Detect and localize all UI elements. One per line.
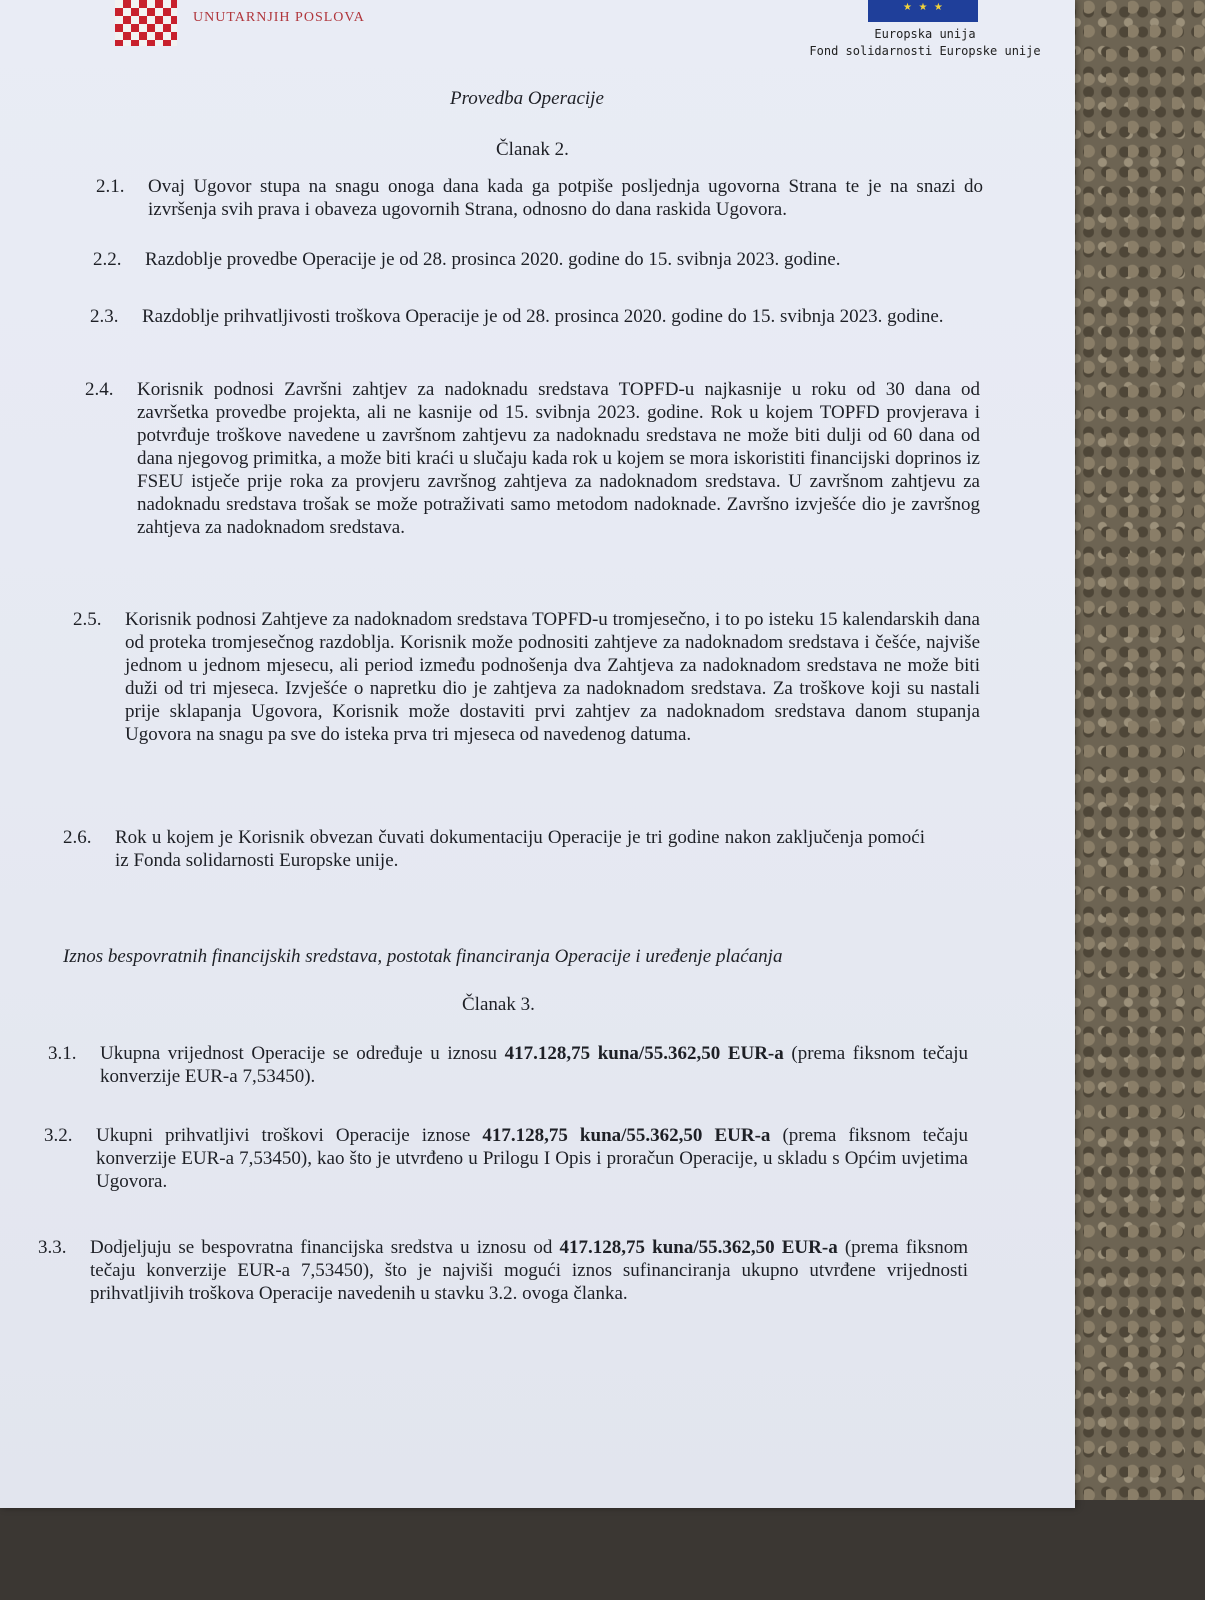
clause-text: Razdoblje provedbe Operacije je od 28. prosinca 2020. godine do 15. svibnja 2023. godine.: [145, 249, 841, 270]
clause-text-pre: Ukupna vrijednost Operacije se određuje u iznosu: [100, 1043, 505, 1064]
clause-3-2: [44, 1124, 969, 1193]
clause-number: 3.3.: [38, 1237, 67, 1258]
clause-text: Razdoblje prihvatljivosti troškova Operacije je od 28. prosinca 2020. godine do 15. svibnja 2023. godine.: [142, 306, 944, 327]
eu-header: [800, 26, 1050, 60]
clause-2-3: [90, 305, 982, 328]
clause-text-post: (prema fiksnom tečaju konverzije EUR-a 7,53450), kao što je utvrđeno u Prilogu I Opis i proračun Operacije, u skladu s Općim uvjetima Ugovora.: [96, 1125, 969, 1192]
clause-2-5: [73, 608, 980, 746]
clause-3-3: [38, 1236, 969, 1305]
clause-text: Ovaj Ugovor stupa na snagu onoga dana kada ga potpiše posljednja ugovorna Strana te je na snazi do izvršenja svih prava i obaveza ugovornih Strana, odnosno do dana raskida Ugovora.: [148, 176, 983, 220]
clause-text-post: (prema fiksnom tečaju konverzije EUR-a 7,53450).: [100, 1043, 969, 1087]
clause-text-pre: Ukupni prihvatljivi troškovi Operacije iznose: [96, 1125, 483, 1146]
article-3-heading: Članak 3.: [462, 994, 535, 1015]
clause-number: 2.4.: [85, 379, 114, 400]
clause-amount: 417.128,75 kuna/55.362,50 EUR-a: [504, 1043, 784, 1064]
clause-text: Rok u kojem je Korisnik obvezan čuvati dokumentaciju Operacije je tri godine nakon zaključenja pomoći iz Fonda solidarnosti Europske unije.: [115, 827, 925, 871]
section-title-provedba: Provedba Operacije: [450, 88, 604, 109]
clause-3-1: [48, 1042, 969, 1088]
clause-2-6: [63, 826, 925, 872]
clause-2-4: [85, 378, 980, 539]
clause-number: 2.6.: [63, 827, 92, 848]
clause-number: 2.2.: [93, 249, 122, 270]
clause-number: 3.2.: [44, 1125, 73, 1146]
clause-number: 2.1.: [96, 176, 125, 197]
clause-2-2: [93, 248, 985, 271]
eu-flag-icon: [868, 0, 978, 22]
ministry-name: UNUTARNJIH POSLOVA: [193, 10, 365, 25]
article-2-heading: Članak 2.: [496, 139, 569, 160]
eu-stars-icon: ★ ★ ★: [903, 2, 945, 13]
clause-text-post: (prema fiksnom tečaju konverzije EUR-a 7,53450), što je najviši mogući iznos sufinanciranja ukupno utvrđene vrijednosti prihvatljivih troškova Operacije navedenih u stavku 3.2. ovoga članka.: [90, 1237, 969, 1304]
floor-background: [0, 1500, 1205, 1600]
clause-text: Korisnik podnosi Zahtjeve za nadoknadom sredstava TOPFD-u tromjesečno, i to po isteku 15 kalendarskih dana od proteka tromjesečnog razdoblja. Korisnik može podnositi zahtjeve za nadoknadom sredstava i češće, najviše jednom u jednom mjesecu, ali period između podnošenja dva Zahtjeva za nadoknadom sredstava ne može biti duži od tri mjeseca. Izvješće o napretku dio je zahtjeva za nadoknadom sredstava. Za troškove koji su nastali prije sklapanja Ugovora, Korisnik može dostaviti prvi zahtjev za nadoknadom sredstava danom stupanja Ugovora na snagu pa sve do isteka prva tri mjeseca od navedenog datuma.: [125, 609, 980, 745]
clause-number: 2.3.: [90, 306, 119, 327]
eu-line-1: Europska unija: [874, 27, 976, 41]
clause-amount: 417.128,75 kuna/55.362,50 EUR-a: [482, 1125, 771, 1146]
clause-2-1: [96, 175, 983, 221]
clause-amount: 417.128,75 kuna/55.362,50 EUR-a: [559, 1237, 838, 1258]
croatian-coat-of-arms-icon: [115, 0, 177, 46]
clause-text-pre: Dodjeljuju se bespovratna financijska sredstva u iznosu od: [90, 1237, 560, 1258]
clause-text: Korisnik podnosi Završni zahtjev za nadoknadu sredstava TOPFD-u najkasnije u roku od 30 dana od završetka provedbe projekta, ali ne kasnije od 15. svibnja 2023. godine. Rok u kojem TOPFD provjerava i potvrđuje troškove navedene u završnom zahtjevu za nadoknadu sredstava ne može biti dulji od 60 dana od dana njegovog primitka, a može biti kraći u slučaju kada rok u kojem se mora iskoristiti financijski doprinos iz FSEU istječe prije roka za provjeru završnog zahtjeva za nadoknadom sredstava. U završnom zahtjevu za nadoknadu sredstava trošak se može potraživati samo metodom nadoknade. Završno izvješće dio je završnog zahtjeva za nadoknadom sredstava.: [137, 379, 980, 538]
eu-line-2: Fond solidarnosti Europske unije: [809, 44, 1041, 58]
clause-number: 2.5.: [73, 609, 102, 630]
clause-number: 3.1.: [48, 1043, 77, 1064]
section-title-iznos: Iznos bespovratnih financijskih sredstava, postotak financiranja Operacije i uređenje plaćanja: [63, 946, 783, 967]
